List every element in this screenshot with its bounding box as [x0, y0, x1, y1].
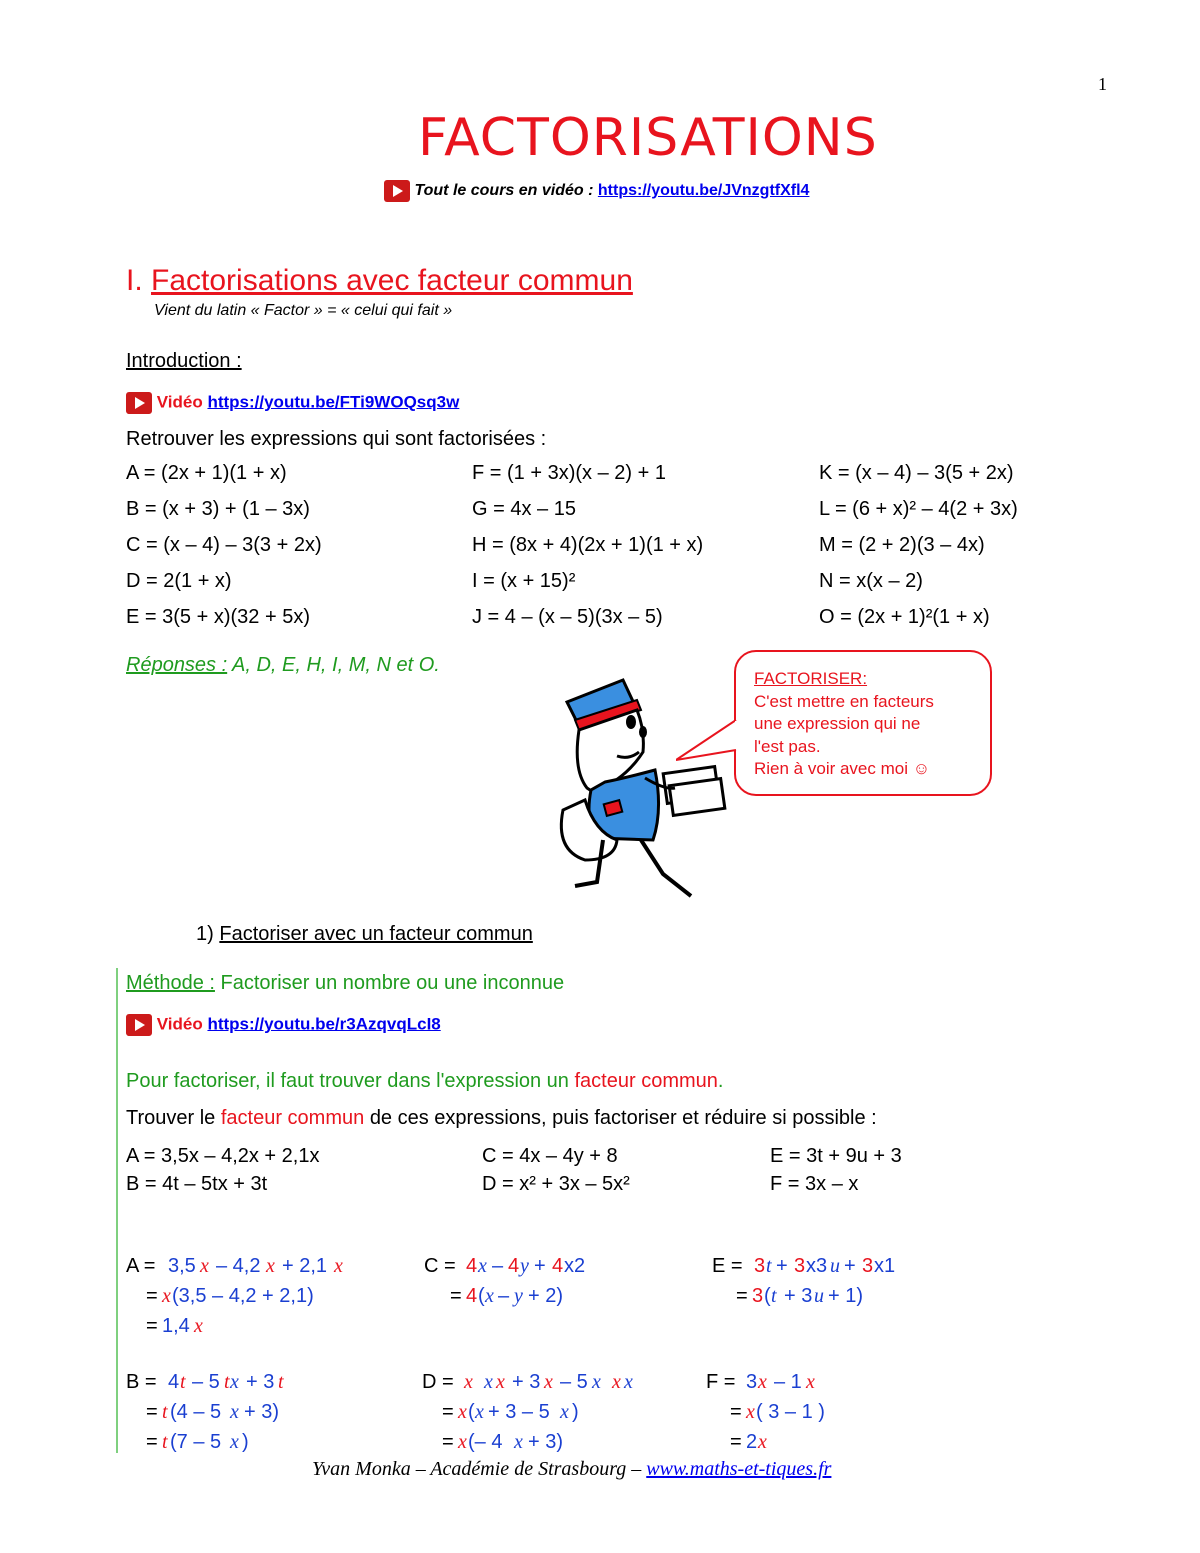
section-title: Factorisations avec facteur commun [151, 264, 633, 297]
svg-text:x1: x1 [874, 1255, 896, 1277]
svg-text:+: + [776, 1255, 788, 1277]
video-play-icon [126, 1014, 152, 1036]
expression: H = (8x + 4)(2x + 1)(1 + x) [472, 534, 704, 556]
svg-text:x: x [334, 1255, 343, 1277]
svg-text:=: = [442, 1431, 454, 1453]
expressions-grid [126, 455, 1086, 635]
svg-text:E =: E = [712, 1255, 743, 1277]
svg-text:y: y [514, 1285, 523, 1307]
svg-text:x: x [592, 1371, 601, 1393]
task-end: de ces expressions, puis factoriser et réduire si possible : [369, 1107, 877, 1129]
svg-text:x: x [464, 1371, 473, 1393]
svg-text:t: t [162, 1431, 168, 1453]
svg-text:x: x [266, 1255, 275, 1277]
expression: D = 2(1 + x) [126, 570, 232, 592]
expression: F = (1 + 3x)(x – 2) + 1 [472, 462, 666, 484]
section-number: I. [126, 264, 143, 297]
exercise: A = 3,5x – 4,2x + 2,1x [126, 1145, 320, 1167]
svg-text:x: x [458, 1431, 467, 1453]
svg-text:x2: x2 [564, 1255, 586, 1277]
svg-text:x: x [485, 1285, 494, 1307]
svg-text:+ 2,1: + 2,1 [282, 1255, 328, 1277]
svg-text:x: x [758, 1431, 767, 1453]
rule-key: facteur commun [574, 1070, 718, 1092]
footer-text: Yvan Monka – Académie de Strasbourg – [312, 1458, 642, 1480]
expression: G = 4x – 15 [472, 498, 576, 520]
svg-text:x3: x3 [806, 1255, 828, 1277]
svg-text:+ 3: + 3 [784, 1285, 813, 1307]
etymology: Vient du latin « Factor » = « celui qui fait » [154, 302, 453, 319]
expression: M = (2 + 2)(3 – 4x) [819, 534, 985, 556]
question-text: Retrouver les expressions qui sont factorisées : [126, 428, 547, 450]
svg-text:=: = [736, 1285, 748, 1307]
svg-text:=: = [146, 1431, 158, 1453]
expression: N = x(x – 2) [819, 570, 923, 592]
svg-text:): ) [572, 1401, 579, 1423]
task-key: facteur commun [220, 1107, 365, 1129]
svg-text:=: = [442, 1401, 454, 1423]
svg-text:+ 3: + 3 [512, 1371, 541, 1393]
exercise: F = 3x – x [770, 1173, 859, 1195]
svg-text:– 4,2: – 4,2 [216, 1255, 261, 1277]
svg-text:F =: F = [706, 1371, 736, 1393]
svg-text:(: ( [764, 1285, 771, 1307]
method-rule [126, 1070, 723, 1093]
svg-text:x: x [514, 1431, 523, 1453]
svg-text:– 5: – 5 [560, 1371, 588, 1393]
expression: L = (6 + x)² – 4(2 + 3x) [819, 498, 1018, 520]
intro-label: Introduction : [126, 350, 242, 372]
expression: K = (x – 4) – 3(5 + 2x) [819, 462, 1014, 484]
svg-text:=: = [730, 1401, 742, 1423]
worked-solutions [120, 1248, 1120, 1458]
svg-text:– 5: – 5 [192, 1371, 220, 1393]
svg-text:=: = [730, 1431, 742, 1453]
svg-text:x: x [496, 1371, 505, 1393]
svg-text:+: + [534, 1255, 546, 1277]
svg-text:4: 4 [508, 1255, 520, 1277]
svg-text:D =: D = [422, 1371, 454, 1393]
svg-text:4: 4 [552, 1255, 564, 1277]
svg-text:t: t [180, 1371, 186, 1393]
svg-text:t: t [224, 1371, 230, 1393]
course-video-line [384, 180, 809, 202]
bubble-line: Rien à voir avec moi ☺ [754, 759, 931, 778]
speech-bubble-tail [676, 720, 740, 764]
svg-text:+ 3): + 3) [244, 1401, 280, 1423]
svg-text:t: t [278, 1371, 284, 1393]
svg-text:3: 3 [746, 1371, 758, 1393]
svg-text:(7 – 5: (7 – 5 [170, 1431, 222, 1453]
subsection-heading [196, 923, 533, 946]
course-video-link[interactable]: https://youtu.be/JVnzgtfXfl4 [597, 182, 810, 200]
svg-text:3: 3 [794, 1255, 806, 1277]
exercises-grid [126, 1142, 1026, 1202]
svg-text:(: ( [478, 1285, 485, 1307]
svg-text:4: 4 [168, 1371, 180, 1393]
svg-text:+ 3: + 3 [246, 1371, 275, 1393]
svg-text:x: x [484, 1371, 493, 1393]
svg-text:x: x [458, 1401, 467, 1423]
subsection-number: 1) [196, 923, 214, 945]
rule-start: Pour factoriser, il faut trouver dans l'expression un [126, 1070, 569, 1092]
svg-text:+: + [844, 1255, 856, 1277]
footer [312, 1458, 831, 1481]
svg-text:3: 3 [754, 1255, 766, 1277]
svg-text:x: x [194, 1315, 203, 1337]
svg-text:( 3 – 1 ): ( 3 – 1 ) [756, 1401, 825, 1423]
bubble-title: FACTORISER: [754, 669, 868, 688]
video-play-icon [384, 180, 410, 202]
intro-video-label: Vidéo [156, 392, 203, 412]
svg-text:x: x [758, 1371, 767, 1393]
svg-text:+ 2): + 2) [528, 1285, 564, 1307]
expression: E = 3(5 + x)(32 + 5x) [126, 606, 310, 628]
svg-text:x: x [230, 1401, 239, 1423]
svg-text:t: t [162, 1401, 168, 1423]
method-title: Factoriser un nombre ou une inconnue [220, 972, 565, 994]
svg-text:=: = [450, 1285, 462, 1307]
method-video-link[interactable]: https://youtu.be/r3AzqvqLcI8 [207, 1014, 441, 1034]
svg-text:+ 3 – 5: + 3 – 5 [488, 1401, 550, 1423]
svg-text:(4 – 5: (4 – 5 [170, 1401, 222, 1423]
svg-text:x: x [560, 1401, 569, 1423]
intro-video-line [126, 392, 459, 414]
rule-end: . [717, 1070, 724, 1092]
svg-text:x: x [746, 1401, 755, 1423]
answers-label: Réponses : [126, 654, 228, 676]
svg-text:– 1: – 1 [774, 1371, 802, 1393]
postman-illustration [545, 660, 745, 900]
svg-text:4: 4 [466, 1255, 478, 1277]
svg-text:B =: B = [126, 1371, 157, 1393]
method-side-bar [116, 968, 118, 1453]
svg-text:x: x [230, 1371, 239, 1393]
svg-text:3,5: 3,5 [168, 1255, 196, 1277]
task-start: Trouver le [126, 1107, 216, 1129]
svg-text:y: y [520, 1255, 529, 1277]
svg-text:3: 3 [752, 1285, 764, 1307]
svg-text:=: = [146, 1285, 158, 1307]
method-video-line [126, 1014, 441, 1036]
method-task [126, 1107, 877, 1130]
svg-text:t: t [771, 1285, 777, 1307]
exercise: E = 3t + 9u + 3 [770, 1145, 902, 1167]
svg-text:x: x [478, 1255, 487, 1277]
svg-text:u: u [814, 1285, 824, 1307]
svg-text:+ 1): + 1) [828, 1285, 864, 1307]
svg-text:C =: C = [424, 1255, 456, 1277]
method-title-line [126, 972, 564, 995]
exercise: C = 4x – 4y + 8 [482, 1145, 618, 1167]
svg-text:–: – [492, 1255, 504, 1277]
svg-text:1,4: 1,4 [162, 1315, 190, 1337]
svg-text:x: x [612, 1371, 621, 1393]
svg-text:): ) [242, 1431, 249, 1453]
svg-text:x: x [544, 1371, 553, 1393]
expression: B = (x + 3) + (1 – 3x) [126, 498, 310, 520]
page-number: 1 [1098, 74, 1107, 94]
expression: O = (2x + 1)²(1 + x) [819, 606, 990, 628]
video-play-icon [126, 392, 152, 414]
svg-text:4: 4 [466, 1285, 478, 1307]
expression: I = (x + 15)² [472, 570, 576, 592]
course-video-label: Tout le cours en vidéo : [414, 182, 594, 200]
exercise: B = 4t – 5tx + 3t [126, 1173, 268, 1195]
svg-text:x: x [230, 1431, 239, 1453]
answers-line [126, 654, 440, 677]
bubble-text [754, 668, 934, 781]
footer-link[interactable]: www.maths-et-tiques.fr [646, 1458, 832, 1480]
bubble-line: C'est mettre en facteurs [754, 691, 934, 711]
svg-text:3: 3 [862, 1255, 874, 1277]
svg-text:u: u [830, 1255, 840, 1277]
svg-text:+ 3): + 3) [528, 1431, 564, 1453]
bubble-line: une expression qui ne [754, 714, 921, 733]
page-title: FACTORISATIONS [418, 108, 878, 168]
svg-text:x: x [475, 1401, 484, 1423]
svg-text:(– 4: (– 4 [468, 1431, 503, 1453]
expression: J = 4 – (x – 5)(3x – 5) [472, 606, 663, 628]
svg-text:x: x [162, 1285, 171, 1307]
svg-text:x: x [200, 1255, 209, 1277]
svg-text:–: – [498, 1285, 510, 1307]
exercise: D = x² + 3x – 5x² [482, 1173, 630, 1195]
svg-text:x: x [806, 1371, 815, 1393]
svg-text:x: x [624, 1371, 633, 1393]
intro-video-link[interactable]: https://youtu.be/FTi9WOQsq3w [207, 392, 460, 412]
expression: C = (x – 4) – 3(3 + 2x) [126, 534, 322, 556]
svg-text:(3,5 – 4,2 + 2,1): (3,5 – 4,2 + 2,1) [172, 1285, 314, 1307]
answers-text: A, D, E, H, I, M, N et O. [232, 654, 440, 676]
svg-text:(: ( [468, 1401, 475, 1423]
subsection-title: Factoriser avec un facteur commun [219, 923, 533, 945]
svg-text:=: = [146, 1401, 158, 1423]
svg-text:2: 2 [746, 1431, 758, 1453]
method-label: Méthode : [126, 972, 215, 994]
svg-text:t: t [766, 1255, 772, 1277]
section-heading [126, 264, 633, 298]
bubble-line: l'est pas. [754, 736, 821, 756]
method-video-label: Vidéo [156, 1014, 203, 1034]
expression: A = (2x + 1)(1 + x) [126, 462, 287, 484]
svg-text:=: = [146, 1315, 158, 1337]
svg-text:A =: A = [126, 1255, 156, 1277]
